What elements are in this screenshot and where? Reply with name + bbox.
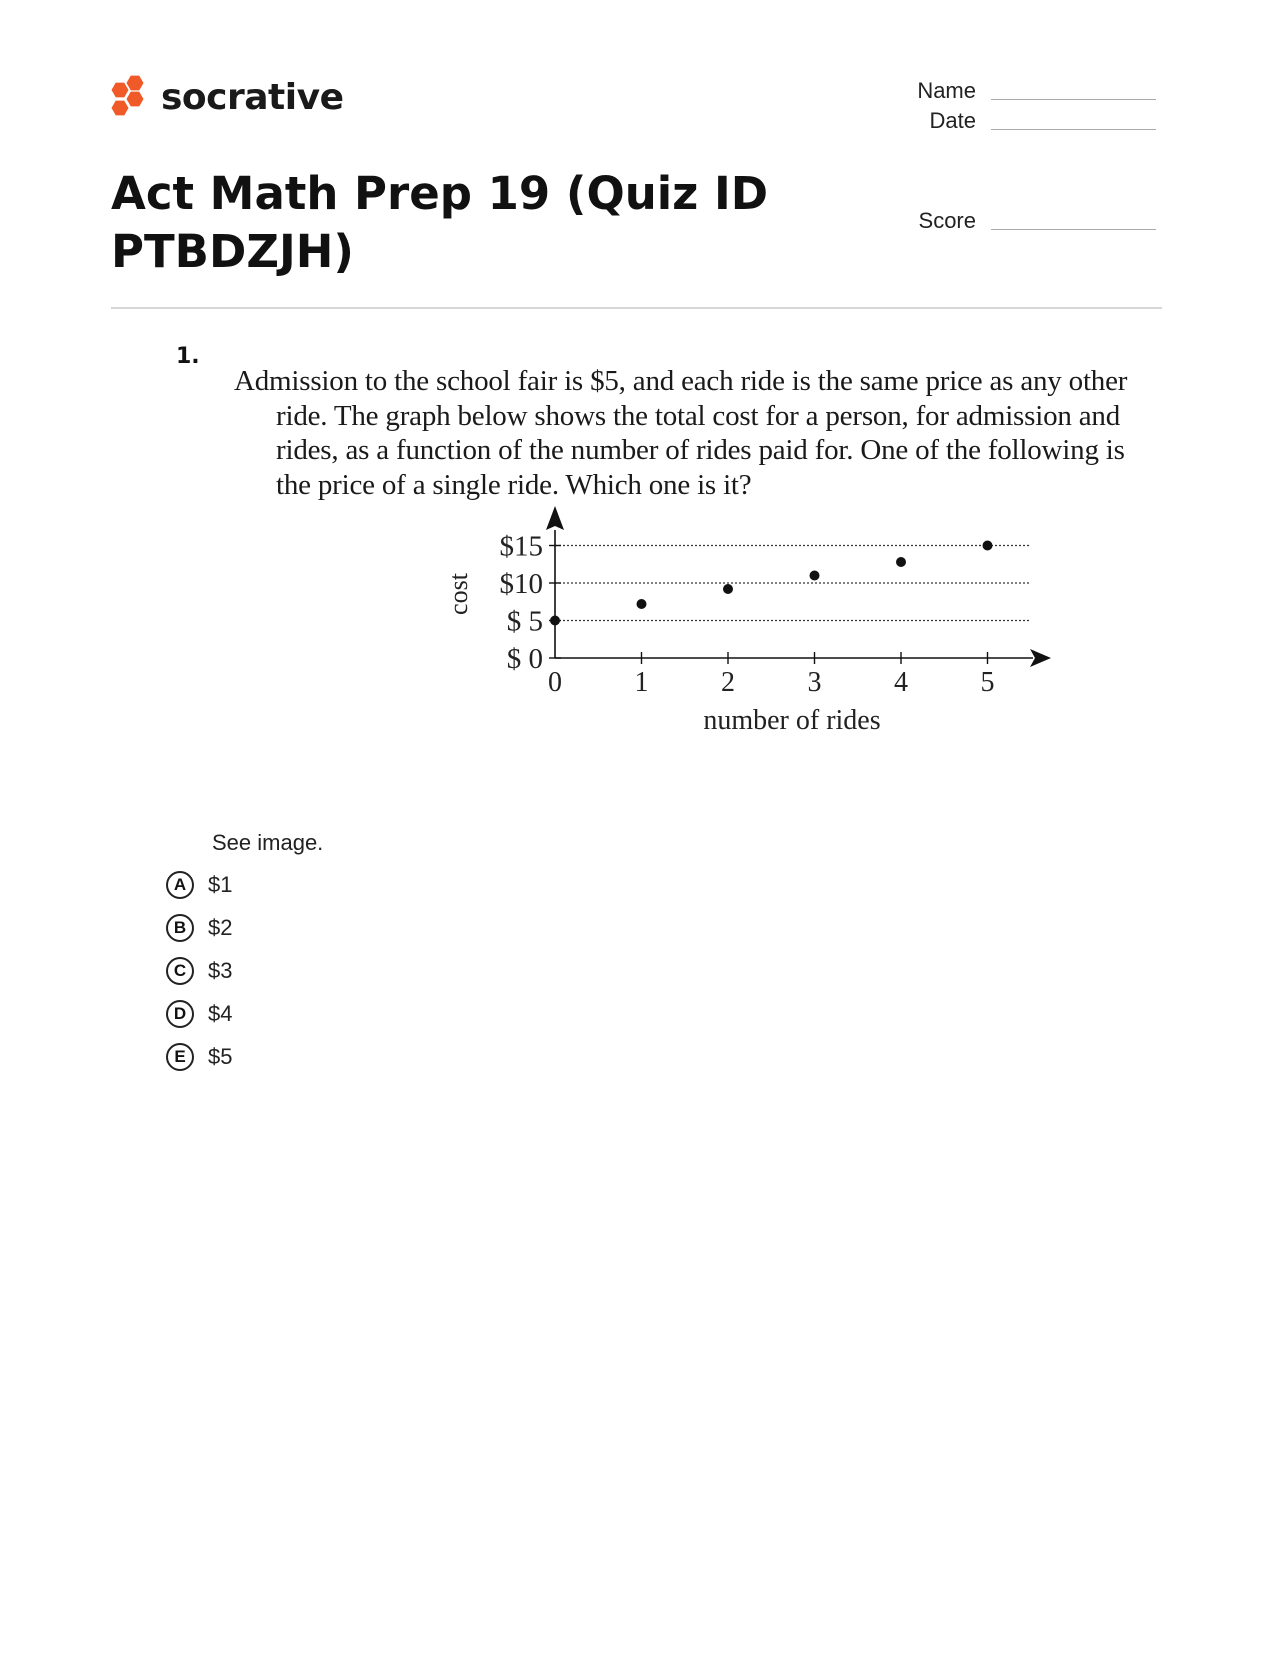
y-axis-label: cost — [444, 573, 473, 615]
option-d-text: $4 — [208, 1000, 233, 1026]
date-line — [991, 128, 1156, 130]
quiz-title: Act Math Prep 19 (Quiz ID PTBDZJH) — [111, 167, 769, 278]
name-line — [991, 98, 1156, 100]
option-a-bubble[interactable]: A — [166, 871, 194, 899]
x-tick-label: 5 — [980, 667, 995, 698]
option-e-text: $5 — [208, 1043, 233, 1069]
y-tick-label: $15 — [499, 530, 543, 563]
y-tick-label: $10 — [499, 568, 543, 600]
data-point — [983, 541, 993, 551]
score-field — [886, 208, 1156, 234]
data-point — [550, 616, 560, 626]
option-c[interactable] — [166, 949, 232, 992]
question-text: Admission to the school fair is $5, and each ride is the same price as any other ride. The graph below shows the total cost for a person, for admission and rides, as a function of the number of rides paid for. One of the following is the price of a single ride. Which one is it? — [234, 365, 1128, 501]
option-a-text: $1 — [208, 871, 233, 897]
score-line — [991, 228, 1156, 230]
option-e-bubble[interactable]: E — [166, 1043, 194, 1071]
brand-name: socrative — [161, 76, 344, 118]
y-tick-label: $ 0 — [506, 643, 543, 675]
socrative-hexagon-icon — [111, 73, 151, 121]
option-d[interactable] — [166, 992, 232, 1035]
data-point — [723, 584, 733, 594]
score-label: Score — [918, 208, 976, 233]
x-axis-label: number of rides — [703, 705, 881, 736]
answer-options — [166, 863, 232, 1078]
header-divider — [111, 307, 1162, 309]
x-tick-label: 3 — [807, 667, 822, 698]
option-b-bubble[interactable]: B — [166, 914, 194, 942]
logo-hexagon — [112, 101, 129, 116]
socrative-logo — [111, 72, 343, 122]
x-tick-label: 4 — [894, 667, 908, 698]
chart-gridlines — [555, 546, 1030, 621]
logo-hexagon — [112, 83, 129, 98]
option-d-bubble[interactable]: D — [166, 1000, 194, 1028]
question-number: 1. — [176, 344, 200, 369]
option-e[interactable] — [166, 1035, 232, 1078]
date-label: Date — [929, 108, 976, 133]
logo-hexagon — [127, 92, 144, 107]
chart-axes — [546, 506, 1051, 667]
chart-ticks — [500, 531, 995, 699]
option-c-text: $3 — [208, 957, 233, 983]
option-a[interactable] — [166, 863, 232, 906]
date-field — [886, 108, 1156, 134]
logo-hexagon — [127, 76, 144, 91]
name-field — [886, 78, 1156, 104]
data-point — [810, 571, 820, 581]
cost-chart — [444, 524, 1120, 774]
y-axis-arrow — [546, 506, 564, 530]
y-tick-label: $ 5 — [506, 605, 543, 638]
name-label: Name — [917, 78, 976, 103]
option-b-text: $2 — [208, 914, 233, 940]
option-c-bubble[interactable]: C — [166, 957, 194, 985]
x-tick-label: 1 — [634, 667, 649, 698]
data-point — [637, 599, 647, 609]
option-b[interactable] — [166, 906, 232, 949]
x-axis-arrow — [1030, 649, 1051, 667]
data-point — [896, 557, 906, 567]
x-tick-label: 0 — [548, 667, 562, 698]
question-prompt: See image. — [212, 830, 324, 855]
x-tick-label: 2 — [721, 667, 735, 698]
